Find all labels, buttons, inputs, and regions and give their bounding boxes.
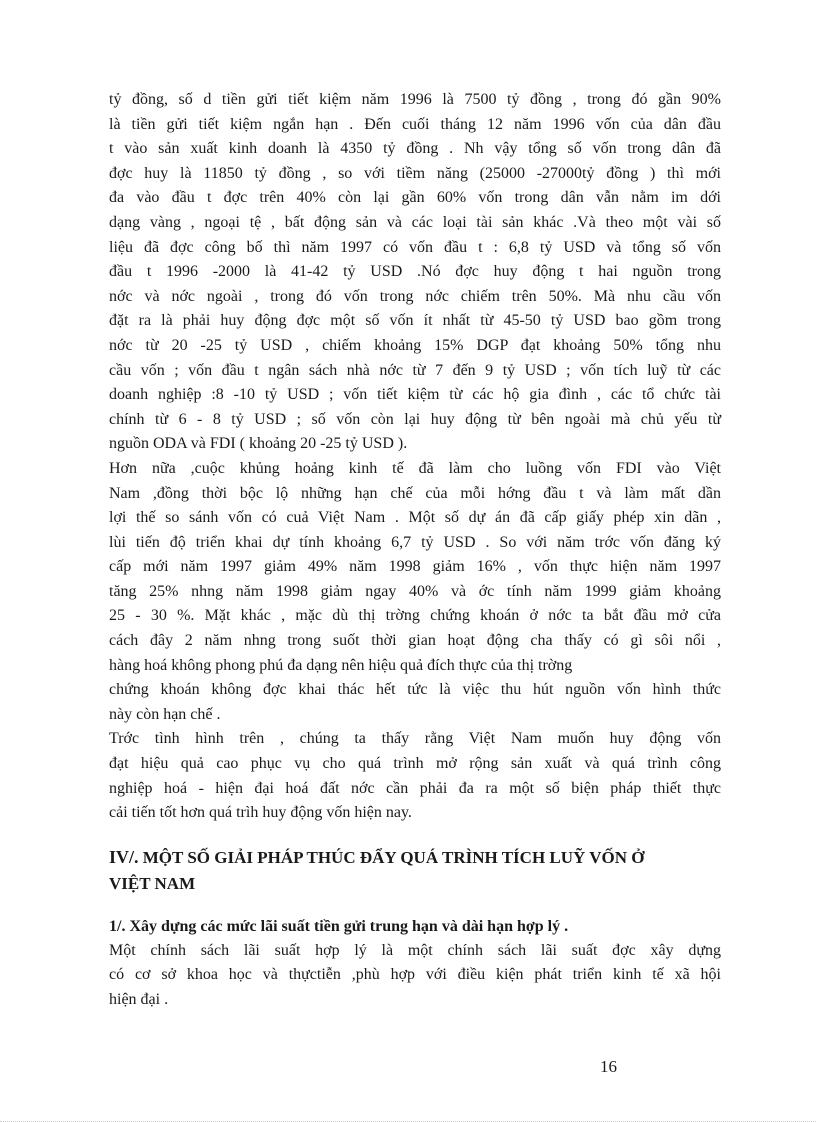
text-line: nớc và nớc ngoài , trong đó vốn trong nớc chiếm trên 50%. Mà nhu cầu vốn bbox=[109, 287, 721, 305]
text-line: dạng vàng , ngoại tệ , bất động sản và các loại tài sản khác .Và theo một vài số bbox=[109, 213, 721, 231]
text-line: 25 - 30 %. Mặt khác , mặc dù thị trờng chứng khoán ở nớc ta bắt đầu mở cửa bbox=[109, 607, 721, 625]
text-line: cấp mới năm 1997 giảm 49% năm 1998 giảm 16% , vốn thực hiện năm 1997 bbox=[109, 558, 721, 576]
text-line: nớc từ 20 -25 tỷ USD , chiếm khoảng 15% DGP đạt khoảng 50% tổng nhu bbox=[109, 336, 721, 354]
text-line: nguồn ODA và FDI ( khoảng 20 -25 tỷ USD ). bbox=[109, 435, 408, 453]
text-line: Nam ,đồng thời bộc lộ những hạn chế của mỗi hớng đầu t và làm mất dần bbox=[109, 484, 721, 502]
text-line: lùi tiến độ triển khai dự tính khoảng 6,7 tỷ USD . So với năm trớc vốn đăng ký bbox=[109, 533, 721, 551]
text-line: này còn hạn chế . bbox=[109, 705, 221, 723]
paragraph-interest-policy bbox=[109, 939, 721, 1013]
text-line: hiện đại . bbox=[109, 991, 169, 1008]
section-heading bbox=[109, 844, 721, 897]
text-line: cầu vốn ; vốn đầu t ngân sách nhà nớc từ 7 đến 9 tỷ USD ; vốn tích luỹ từ các bbox=[109, 361, 721, 379]
document-body bbox=[109, 88, 721, 1013]
text-line: đặt ra là phải huy động đợc một số vốn ít nhất từ 45-50 tỷ USD bao gồm trong bbox=[109, 312, 721, 330]
text-line: có cơ sở khoa học và thựctiễn ,phù hợp với điều kiện phát triển kinh tế xã hội bbox=[109, 966, 721, 984]
paragraph-fdi-crisis bbox=[109, 457, 721, 728]
paragraph-situation bbox=[109, 727, 721, 825]
section-title-line-1: MỘT SỐ GIẢI PHÁP THÚC ĐẨY QUÁ TRÌNH TÍCH LUỸ VỐN Ở bbox=[138, 847, 645, 867]
text-line: t vào sản xuất kinh doanh là 4350 tỷ đồng . Nh vậy tổng số vốn trong dân đã bbox=[109, 140, 721, 158]
text-line: chứng khoán không đợc khai thác hết tức là việc thu hút nguồn vốn hình thức bbox=[109, 681, 721, 699]
text-line: đa vào đầu t đợc trên 40% còn lại gần 60% vốn trong dân vẫn nằm im dới bbox=[109, 189, 721, 207]
text-line: Một chính sách lãi suất hợp lý là một chính sách lãi suất đợc xây dựng bbox=[109, 941, 721, 959]
text-line: cách đây 2 năm nhng trong suốt thời gian hoạt động cha thấy có gì sôi nổi , bbox=[109, 632, 721, 650]
section-title-line-2: VIỆT NAM bbox=[109, 873, 196, 893]
text-line: đạt hiệu quả cao phục vụ cho quá trình mở rộng sản xuất và quá trình công bbox=[109, 755, 721, 773]
text-line: chính từ 6 - 8 tỷ USD ; số vốn còn lại huy động từ bên ngoài mà chủ yếu từ bbox=[109, 410, 721, 428]
text-line: Trớc tình hình trên , chúng ta thấy rằng Việt Nam muốn huy động vốn bbox=[109, 730, 721, 748]
text-line: doanh nghiệp :8 -10 tỷ USD ; vốn tiết kiệm từ các hộ gia đình , các tổ chức tài bbox=[109, 386, 721, 404]
text-line: nghiệp hoá - hiện đại hoá đất nớc cần phải đa ra một số biện pháp thiết thực bbox=[109, 779, 721, 797]
text-line: tỷ đồng, số d tiền gửi tiết kiệm năm 1996 là 7500 tỷ đồng , trong đó gần 90% bbox=[109, 91, 721, 108]
text-line: cải tiến tốt hơn quá trìh huy động vốn hiện nay. bbox=[109, 804, 412, 822]
subsection-heading: 1/. Xây dựng các mức lãi suất tiền gửi trung hạn và dài hạn hợp lý . bbox=[109, 917, 569, 935]
text-line: đầu t 1996 -2000 là 41-42 tỷ USD .Nó đợc huy động t hai nguồn trong bbox=[109, 263, 721, 281]
text-line: lợi thế so sánh vốn có cuả Việt Nam . Một số dự án đã cấp giấy phép xin dãn , bbox=[109, 509, 721, 527]
text-line: là tiền gửi tiết kiệm ngắn hạn . Đến cuối tháng 12 năm 1996 vốn của dân đầu bbox=[109, 115, 721, 133]
text-line: đợc huy là 11850 tỷ đồng , so với tiềm năng (25000 -27000tỷ đồng ) thì mới bbox=[109, 164, 721, 182]
paragraph-savings-figures bbox=[109, 88, 721, 457]
page-number: 16 bbox=[600, 1057, 617, 1076]
page-bottom-rule bbox=[0, 1121, 816, 1122]
text-line: Hơn nữa ,cuộc khủng hoảng kinh tế đã làm cho luồng vốn FDI vào Việt bbox=[109, 459, 721, 477]
text-line: liệu đã đợc công bố thì năm 1997 có vốn đầu t : 6,8 tỷ USD và tổng số vốn bbox=[109, 238, 721, 256]
section-number: IV/. bbox=[109, 846, 139, 867]
text-line: tăng 25% nhng năm 1998 giảm ngay 40% và ớc tính năm 1999 giảm khoảng bbox=[109, 582, 721, 600]
text-line: hàng hoá không phong phú đa dạng nên hiệu quả đích thực của thị trờng bbox=[109, 656, 573, 674]
